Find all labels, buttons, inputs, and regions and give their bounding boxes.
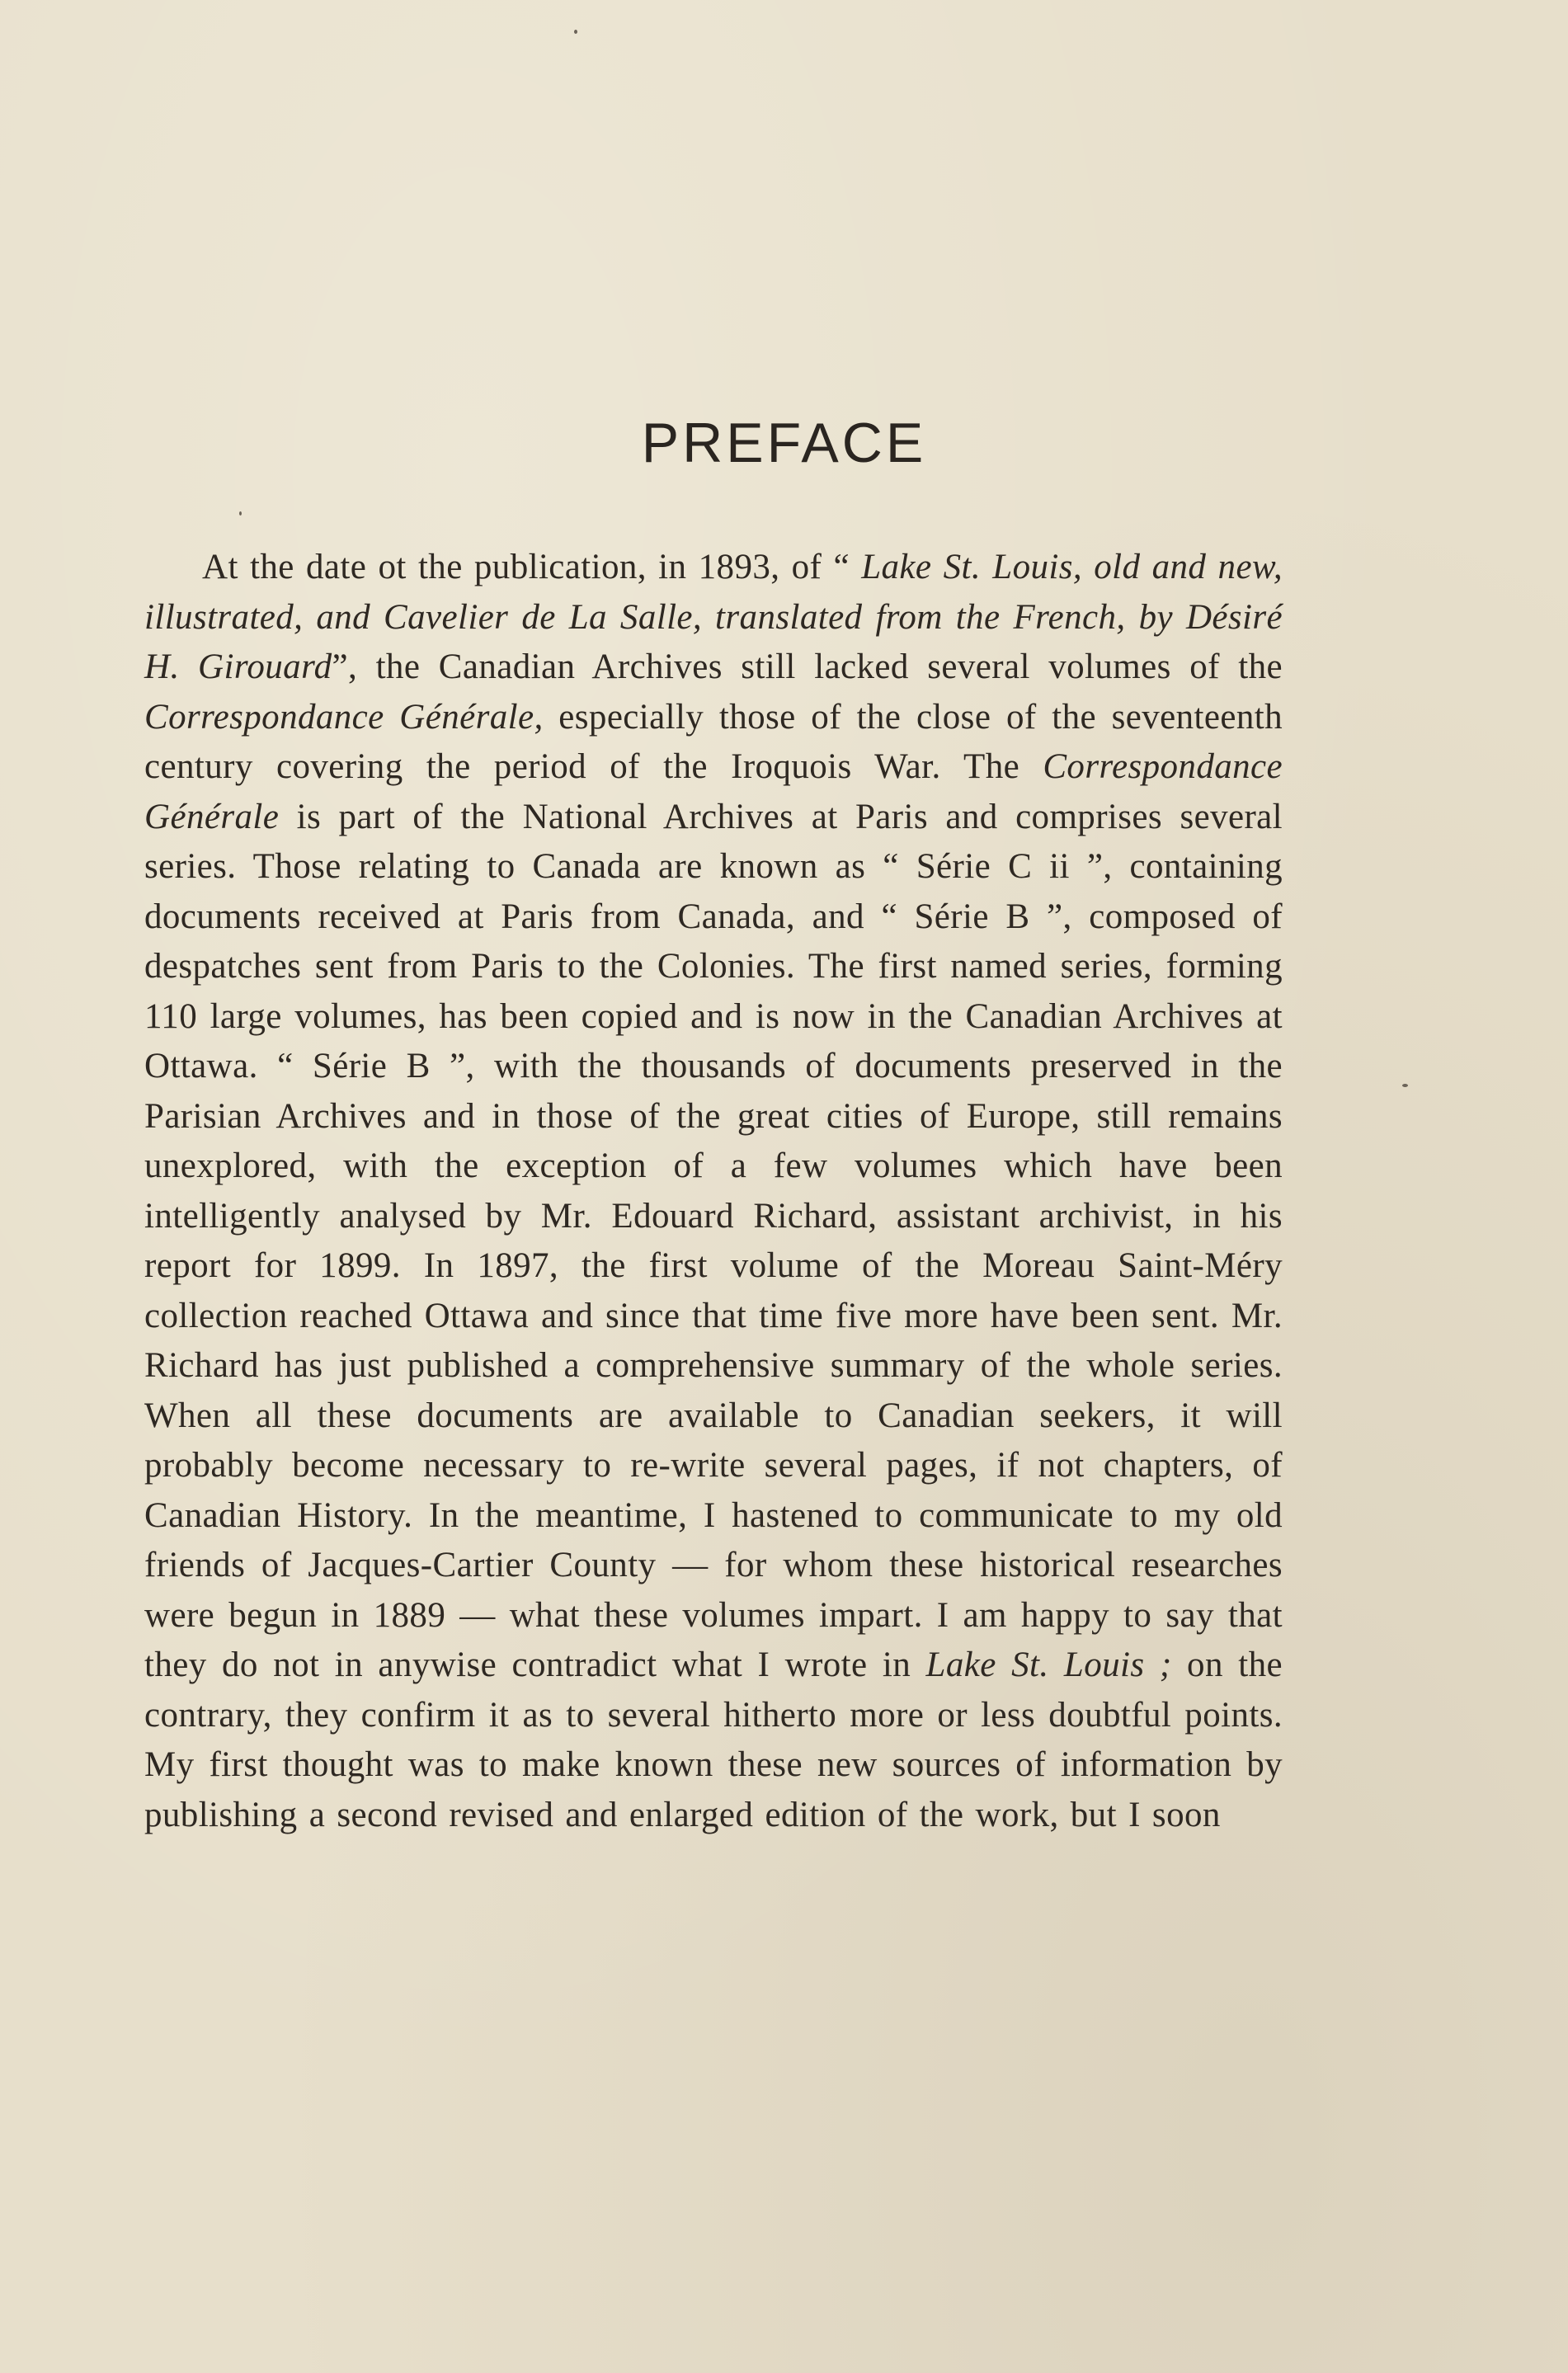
paper-speck [239,511,242,516]
paper-speck [574,30,577,34]
text-run: on the contrary, they confirm it as to several hitherto more or less doubtful points. My first thought was to make known these new sources of information by publishing a second revised and enlarged edition of the work, but I soon [144,1646,1283,1834]
italic-text-run: Lake St. Louis, old and new, illustrated, and Cavelier de La Salle, translated from the French, by Désiré H. Girouard [144,548,1283,686]
text-run: especially those of the close of the seventeenth century covering the period of the Iroquois War. The [144,697,1283,786]
text-run: is part of the National Archives at Paris and comprises several series. Those relating to Canada are known as “ Série C ii ”, containing documents received at Paris from Canada, and “ Série B ”, composed of despatches sent from Paris to the Colonies. The first named series, forming 110 large volumes, has been copied and is now in the Canadian Archives at Ottawa. “ Série B ”, with the thousands of documents preserved in the Parisian Archives and in those of the great cities of Europe, still remains unexplored, with the exception of a few volumes which have been intelligently analysed by Mr. Edouard Richard, assistant archivist, in his report for 1899. In 1897, the first volume of the Moreau Saint-Méry collection reached Ottawa and since that time five more have been sent. Mr. Richard has just published a comprehensive summary of the whole series. When all these documents are available to Canadian seekers, it will probably become necessary to re-write several pages, if not chapters, of Canadian History. In the meantime, I hastened to communicate to my old friends of Jacques-Cartier County — for whom these historical researches were begun in 1889 — what these volumes impart. I am happy to say that they do not in anywise contradict what I wrote in [144,797,1283,1684]
text-run: ”, the Canadian Archives still lacked several volumes of the [332,647,1283,686]
italic-text-run: Lake St. Louis ; [925,1646,1172,1684]
page-title: PREFACE [641,412,927,474]
paper-speck [1402,1084,1408,1087]
italic-text-run: Correspondance Générale, [144,697,544,737]
text-run: At the date ot the publication, in 1893, of “ [202,548,862,586]
italic-text-run: Correspondance Générale [144,747,1283,836]
preface-paragraph [144,543,1283,1840]
